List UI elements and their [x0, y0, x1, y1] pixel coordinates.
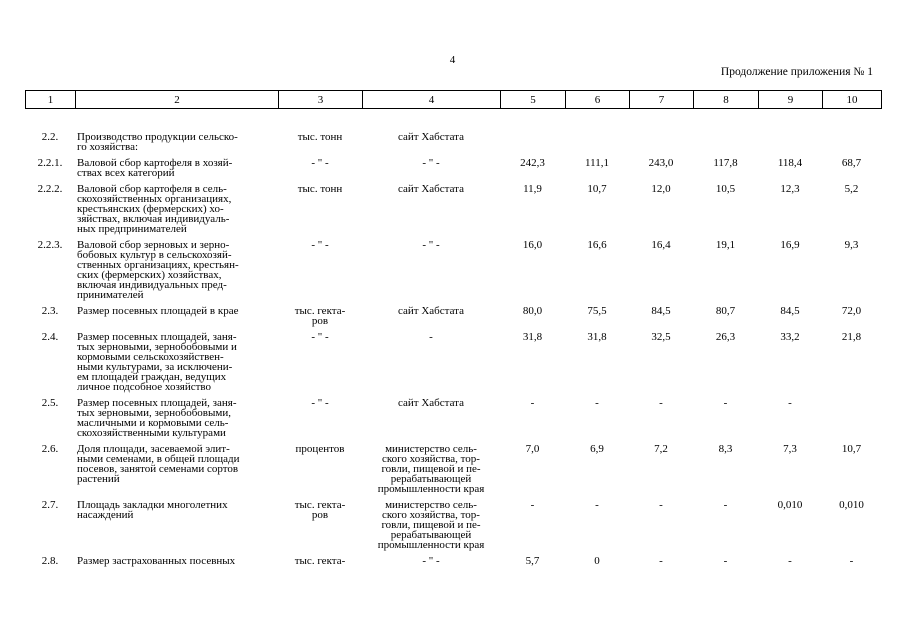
row-number: 2.2.3. — [37, 239, 63, 251]
year-value: - — [723, 397, 728, 409]
unit-of-measure: тыс. гекта- ров — [294, 305, 346, 327]
data-source: - " - — [422, 555, 440, 567]
unit-of-measure: - " - — [311, 239, 329, 251]
year-value: 80,0 — [522, 305, 543, 317]
year-value: 11,9 — [523, 183, 542, 195]
header-row — [26, 91, 882, 109]
year-value: 12,3 — [780, 183, 800, 195]
data-source: - " - — [422, 239, 440, 251]
year-value: 10,7 — [587, 183, 607, 195]
year-value — [565, 130, 629, 156]
year-value: 7,2 — [654, 443, 668, 455]
data-source: сайт Хабстата — [397, 131, 464, 143]
column-number-cell: 5 — [501, 91, 566, 109]
table-row — [25, 156, 881, 182]
indicator-name: Валовой сбор картофеля в сель- скохозяйственных организациях, крестьянских (фермерских) хо- зяйствах, включая индивидуаль- ных предпринимателей — [77, 183, 232, 235]
year-value: 10,7 — [841, 443, 862, 455]
year-value: - — [530, 397, 535, 409]
column-number-cell: 2 — [76, 91, 279, 109]
table-row — [25, 238, 881, 304]
year-value — [822, 396, 881, 442]
year-value: 5,7 — [525, 555, 540, 567]
column-number-cell: 8 — [694, 91, 759, 109]
indicator-name: Валовой сбор картофеля в хозяй- ствах всех категорий — [77, 157, 233, 179]
year-value: - — [723, 499, 728, 511]
year-value: - — [659, 499, 663, 511]
year-value: 0,010 — [777, 499, 803, 511]
year-value — [500, 130, 565, 156]
year-value — [822, 130, 881, 156]
table-row — [25, 498, 881, 554]
row-number: 2.6. — [41, 443, 59, 455]
year-value: 16,9 — [780, 239, 800, 251]
indicator-name: Размер застрахованных посевных — [77, 555, 236, 567]
row-number: 2.4. — [41, 331, 59, 343]
year-value: 0,010 — [839, 499, 864, 511]
year-value — [629, 130, 693, 156]
year-value: 5,2 — [844, 183, 859, 195]
data-source: сайт Хабстата — [397, 305, 464, 317]
year-value: 72,0 — [841, 305, 862, 317]
column-number-cell: 3 — [279, 91, 363, 109]
year-value: 21,8 — [841, 331, 862, 343]
year-value: 31,8 — [587, 331, 607, 343]
year-value: 117,8 — [713, 157, 738, 169]
column-number-cell: 10 — [823, 91, 882, 109]
year-value: - — [595, 397, 599, 409]
table-row — [25, 130, 881, 156]
year-value: 7,0 — [525, 443, 540, 455]
unit-of-measure: - " - — [311, 331, 329, 343]
year-value: - — [723, 555, 728, 567]
year-value: 84,5 — [651, 305, 671, 317]
column-number-cell: 7 — [630, 91, 694, 109]
year-value: 242,3 — [520, 157, 545, 169]
year-value: 8,3 — [718, 443, 733, 455]
unit-of-measure: - " - — [311, 397, 329, 409]
row-number: 2.2.2. — [37, 183, 63, 195]
year-value: 9,3 — [844, 239, 859, 251]
indicator-name: Размер посевных площадей, заня- тых зерновыми, зернобобовыми и кормовыми сельскохозяйствен- ными культурами, за исключени- ем площадей граждан, ведущих личное подсобное хозяйство — [77, 331, 237, 393]
year-value: 32,5 — [651, 331, 671, 343]
unit-of-measure: процентов — [295, 443, 345, 455]
year-value: 19,1 — [715, 239, 736, 251]
row-number: 2.7. — [41, 499, 59, 511]
year-value: 84,5 — [780, 305, 800, 317]
year-value: 33,2 — [780, 331, 800, 343]
table-row — [25, 304, 881, 330]
indicator-name: Размер посевных площадей, заня- тых зерновыми, зернобобовыми, масличными и кормовыми сель- скохозяйственными культурами — [77, 397, 237, 439]
row-number: 2.2. — [41, 131, 59, 143]
unit-of-measure: тыс. тонн — [297, 183, 343, 195]
year-value: 111,1 — [585, 157, 609, 169]
unit-of-measure: - " - — [311, 157, 329, 169]
column-number-header — [25, 90, 882, 109]
year-value: - — [659, 397, 663, 409]
year-value: 243,0 — [648, 157, 674, 169]
year-value: - — [788, 555, 792, 567]
year-value: 26,3 — [715, 331, 736, 343]
indicators-table — [25, 130, 881, 570]
year-value: 10,5 — [715, 183, 736, 195]
year-value: 31,8 — [522, 331, 543, 343]
table-row — [25, 554, 881, 570]
page-number: 4 — [449, 54, 456, 66]
year-value: 12,0 — [651, 183, 671, 195]
year-value — [758, 130, 822, 156]
year-value: 68,7 — [841, 157, 862, 169]
year-value — [693, 130, 758, 156]
indicator-name: Доля площади, засеваемой элит- ными семенами, в общей площади посевов, занятой семенами сортов растений — [77, 443, 240, 485]
year-value: - — [659, 555, 663, 567]
indicator-name: Валовой сбор зерновых и зерно- бобовых культур в сельскохозяй- ственных организациях, крестьян- ских (фермерских) хозяйствах, включая индивидуальных пред- принимателей — [77, 239, 239, 301]
year-value: 75,5 — [587, 305, 607, 317]
year-value: 7,3 — [783, 443, 797, 455]
unit-of-measure: тыс. тонн — [297, 131, 343, 143]
year-value: - — [788, 397, 792, 409]
row-number: 2.3. — [41, 305, 59, 317]
table-row — [25, 442, 881, 498]
year-value: - — [530, 499, 535, 511]
column-number-cell: 4 — [363, 91, 501, 109]
year-value: 118,4 — [777, 157, 803, 169]
year-value: 80,7 — [715, 305, 736, 317]
appendix-note: Продолжение приложения № 1 — [720, 66, 873, 78]
year-value: - — [595, 499, 599, 511]
indicator-name: Размер посевных площадей в крае — [77, 305, 239, 317]
column-number-cell: 6 — [566, 91, 630, 109]
column-number-cell: 1 — [26, 91, 76, 109]
table-row — [25, 396, 881, 442]
year-value: 0 — [594, 555, 600, 567]
year-value: - — [849, 555, 854, 567]
year-value: 6,9 — [590, 443, 604, 455]
data-source: министерство сель- ского хозяйства, тор- говли, пищевой и пе- рерабатывающей промышленности края — [377, 443, 485, 495]
year-value: 16,0 — [522, 239, 543, 251]
indicator-name: Производство продукции сельско- го хозяйства: — [77, 131, 238, 153]
table-row — [25, 330, 881, 396]
column-number-cell: 9 — [759, 91, 823, 109]
data-source: министерство сель- ского хозяйства, тор- говли, пищевой и пе- рерабатывающей промышленности края — [377, 499, 485, 551]
data-source: - — [429, 331, 433, 343]
row-number: 2.5. — [41, 397, 59, 409]
data-source: сайт Хабстата — [397, 397, 464, 409]
row-number: 2.2.1. — [37, 157, 63, 169]
indicator-name: Площадь закладки многолетних насаждений — [77, 499, 228, 521]
data-source: - " - — [422, 157, 440, 169]
row-number: 2.8. — [41, 555, 59, 567]
data-source: сайт Хабстата — [397, 183, 464, 195]
unit-of-measure: тыс. гекта- ров — [294, 499, 346, 521]
table-row — [25, 182, 881, 238]
year-value: 16,4 — [651, 239, 671, 251]
unit-of-measure: тыс. гекта- — [294, 555, 346, 567]
year-value: 16,6 — [587, 239, 607, 251]
